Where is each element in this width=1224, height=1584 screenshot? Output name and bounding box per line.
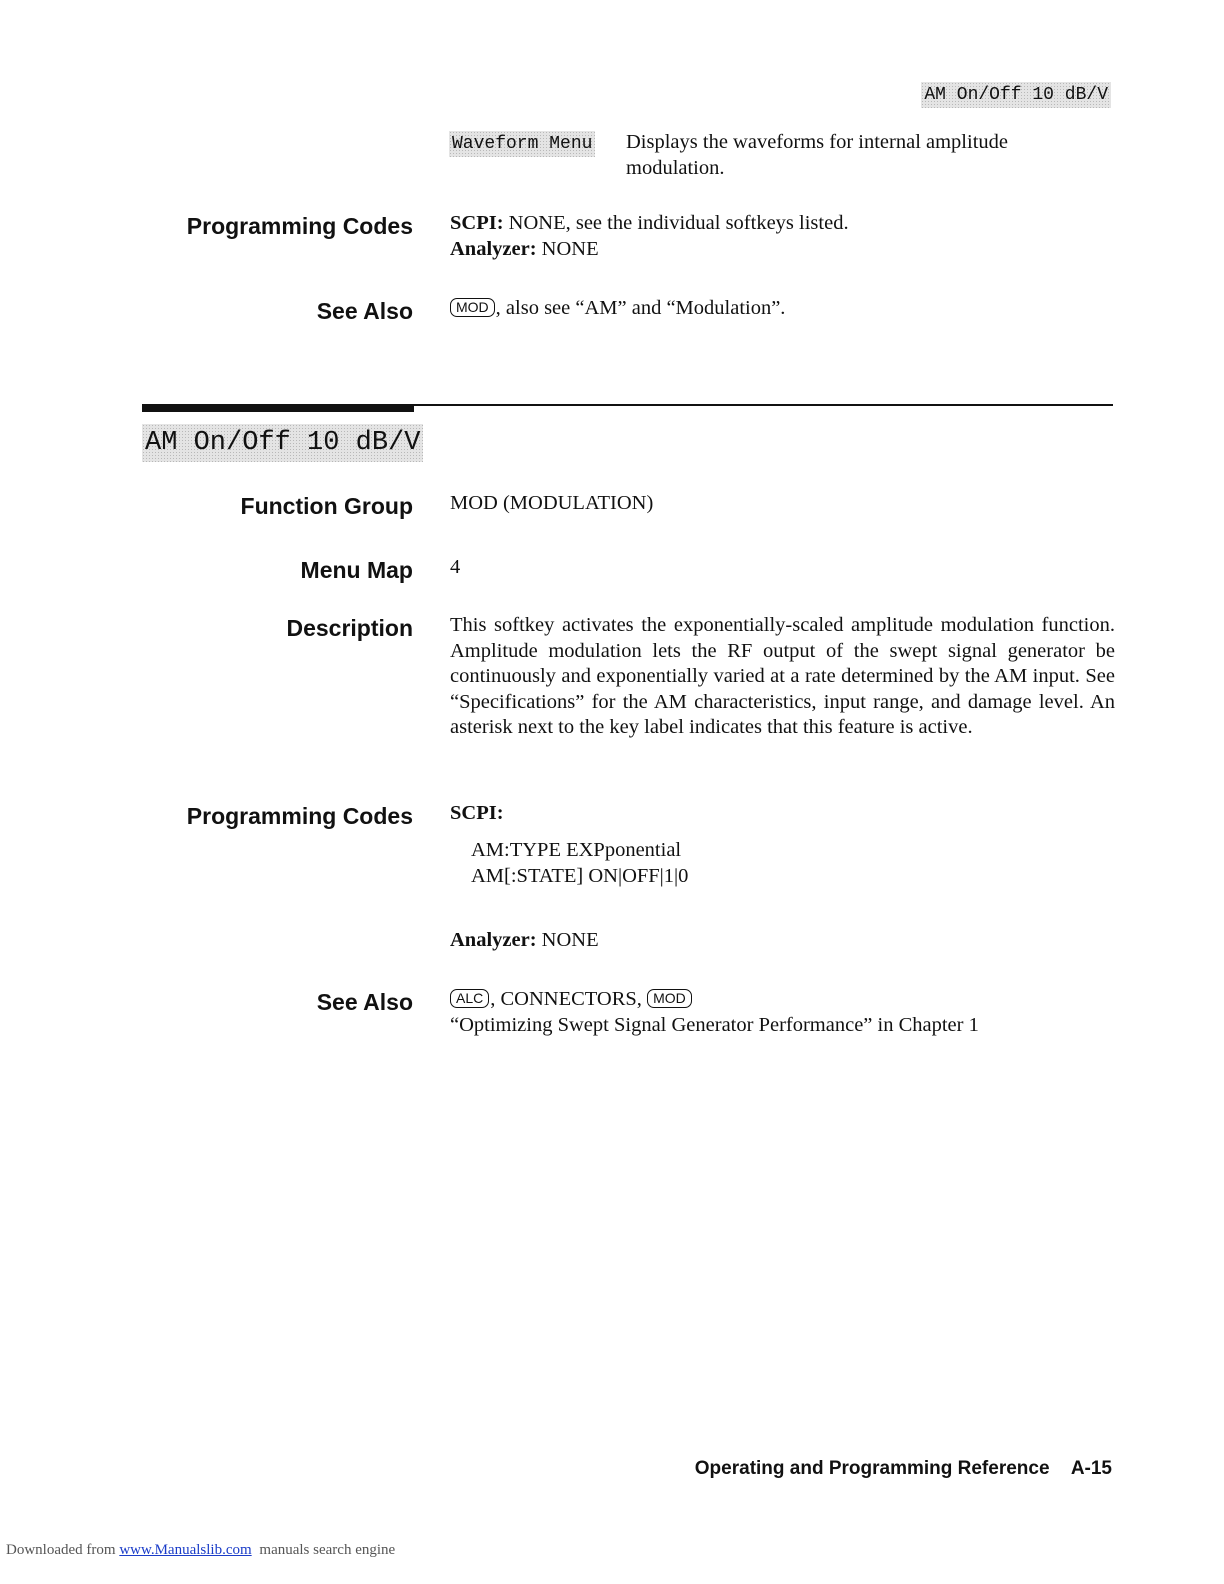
download-suffix: manuals search engine (259, 1542, 396, 1558)
see-also-chapter-ref: “Optimizing Swept Signal Generator Performance” in Chapter 1 (450, 1013, 979, 1036)
mod-key: MOD (647, 989, 692, 1008)
menu-map-label: Menu Map (300, 557, 413, 583)
prev-analyzer-text: NONE (541, 237, 599, 260)
scpi-command: AM:TYPE EXPponential (471, 839, 682, 861)
function-group-value: MOD (MODULATION) (450, 492, 654, 514)
page-footer (695, 1458, 1112, 1480)
entry-title: AM On/Off 10 dB/V (142, 424, 423, 462)
section-rule-thick (142, 404, 414, 412)
see-also-references (450, 987, 1115, 1038)
download-banner (6, 1542, 395, 1559)
scpi-command: AM[:STATE] ON|OFF|1|0 (471, 864, 689, 887)
analyzer-code (450, 928, 599, 954)
prev-scpi-label: SCPI: (450, 212, 504, 234)
manualslib-link[interactable]: www.Manualslib.com (119, 1542, 252, 1558)
analyzer-label: Analyzer: (450, 929, 537, 951)
scpi-commands (471, 838, 688, 889)
scpi-label (450, 801, 504, 827)
download-prefix: Downloaded from (6, 1542, 116, 1558)
alc-key: ALC (450, 989, 489, 1008)
prev-programming-codes-label: Programming Codes (186, 213, 413, 239)
running-header: AM On/Off 10 dB/V (921, 82, 1111, 108)
function-group-label: Function Group (240, 493, 413, 519)
waveform-menu-softkey: Waveform Menu (449, 131, 595, 157)
description-text: This softkey activates the exponentially-scaled amplitude modulation function. Amplitude modulation lets the RF output of the swept signal generator be continuously and exponentially varied at a rate determined by the AM input. See “Specifications” for the AM characteristics, input range, and damage level. An asterisk next to the key label indicates that this feature is active. (450, 614, 1115, 739)
footer-page-number: A-15 (1070, 1458, 1112, 1479)
programming-codes-label: Programming Codes (186, 803, 413, 829)
section-rule-thin (414, 404, 1113, 406)
prev-see-also-text: , also see “AM” and “Modulation”. (495, 297, 786, 319)
prev-see-also-label: See Also (316, 298, 413, 324)
description-label: Description (286, 615, 413, 641)
prev-see-also (450, 296, 1110, 322)
prev-scpi-text: NONE, see the individual softkeys listed. (508, 212, 849, 234)
waveform-menu-description: Displays the waveforms for internal amplitude modulation. (626, 131, 1008, 179)
prev-programming-codes (450, 211, 1110, 262)
mod-key: MOD (450, 298, 495, 317)
see-also-mid-text: , CONNECTORS, (490, 988, 642, 1010)
see-also-label: See Also (316, 989, 413, 1015)
menu-map-value: 4 (450, 556, 461, 578)
footer-title: Operating and Programming Reference (694, 1458, 1050, 1479)
scpi-label-text: SCPI: (450, 802, 504, 824)
prev-analyzer-label: Analyzer: (450, 237, 537, 260)
analyzer-text: NONE (541, 929, 599, 951)
